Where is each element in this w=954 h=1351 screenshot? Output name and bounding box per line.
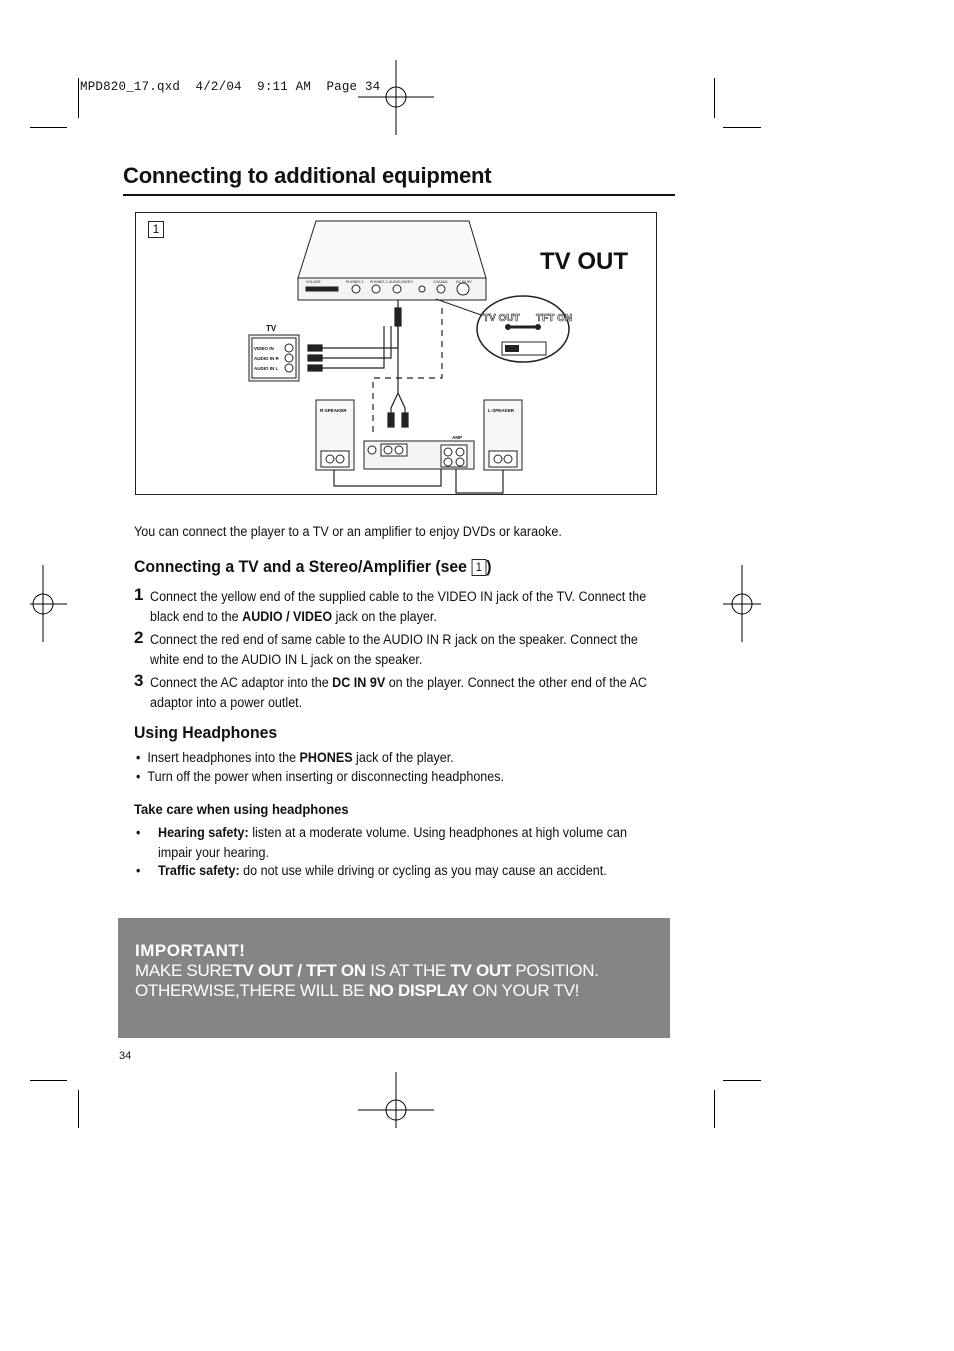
page-number: 34 [119, 1050, 132, 1062]
page-title: Connecting to additional equipment [123, 163, 492, 188]
player-illustration [298, 221, 486, 300]
tv-jack-audio-l: AUDIO IN L [254, 366, 279, 371]
section-heading-headphones: Using Headphones [134, 723, 278, 742]
l-speaker-illustration [484, 400, 522, 470]
amp-label: AMP [452, 435, 462, 440]
figure-number: 1 [148, 221, 164, 238]
switch-tv-out-label: TV OUT [483, 313, 520, 324]
tv-jack-video-in: VIDEO IN [254, 346, 274, 351]
player-jack-volume: VOLUME [306, 280, 321, 284]
tv-out-label: TV OUT [540, 248, 628, 275]
l-speaker-label: L-SPEAKER [488, 408, 515, 413]
tv-jack-audio-r: AUDIO IN R [254, 356, 279, 361]
section-heading-connecting: Connecting a TV and a Stereo/Amplifier (see 1 ) [134, 557, 492, 576]
step-number: 2 [134, 628, 144, 647]
bullet-marker: • [136, 863, 141, 878]
step-number: 1 [134, 585, 144, 604]
step-number: 3 [134, 671, 144, 690]
switch-tft-on-label: TFT ON [536, 313, 573, 324]
player-jack-phones2: PHONES 2 [370, 280, 388, 284]
tv-illustration [249, 324, 299, 381]
player-jack-av: AUDIO/VIDEO [389, 280, 413, 284]
bullet-marker: • [136, 825, 141, 840]
bullet-item: • Turn off the power when inserting or disconnecting headphones. [136, 769, 505, 784]
step-text: Connect the AC adaptor into the DC IN 9V on the player. Connect the other end of the AC adaptor into a power outlet. [150, 675, 647, 710]
care-item-traffic: Traffic safety: do not use while driving or cycling as you may cause an accident. [158, 863, 607, 878]
bullet-item: • Insert headphones into the PHONES jack of the player. [136, 750, 454, 765]
title-rule [123, 194, 675, 196]
r-speaker-illustration [316, 400, 354, 470]
diagram-drawing [136, 213, 658, 496]
important-notice [118, 918, 670, 1038]
step-text: Connect the red end of same cable to the AUDIO IN R jack on the speaker. Connect the white end to the AUDIO IN L jack on the speaker. [150, 632, 638, 667]
step-text: Connect the yellow end of the supplied cable to the VIDEO IN jack of the TV. Connect the black end to the AUDIO / VIDEO jack on the player. [150, 589, 647, 624]
important-line-1: MAKE SURETV OUT / TFT ON IS AT THE TV OUT POSITION. [135, 961, 599, 980]
player-jack-phones1: PHONES 1 [346, 280, 364, 284]
intro-text: You can connect the player to a TV or an amplifier to enjoy DVDs or karaoke. [134, 524, 562, 539]
file-slug: MPD820_17.qxd 4/2/04 9:11 AM Page 34 [80, 80, 381, 94]
important-label: IMPORTANT! [135, 941, 246, 960]
player-jack-dcin: DC IN 9V [456, 280, 472, 284]
switch-callout [436, 296, 572, 362]
amp-illustration [364, 435, 474, 469]
figure-ref: 1 [471, 559, 486, 576]
care-item-hearing: Hearing safety: listen at a moderate volume. Using headphones at high volume can impair your hearing. [158, 825, 627, 860]
connection-diagram [135, 212, 657, 495]
important-line-2: OTHERWISE,THERE WILL BE NO DISPLAY ON YOUR TV! [135, 981, 580, 1000]
player-jack-coaxial: COAXIAL [433, 280, 449, 284]
tv-label: TV [266, 324, 277, 333]
care-heading: Take care when using headphones [134, 801, 349, 817]
r-speaker-label: R-SPEAKER [320, 408, 347, 413]
